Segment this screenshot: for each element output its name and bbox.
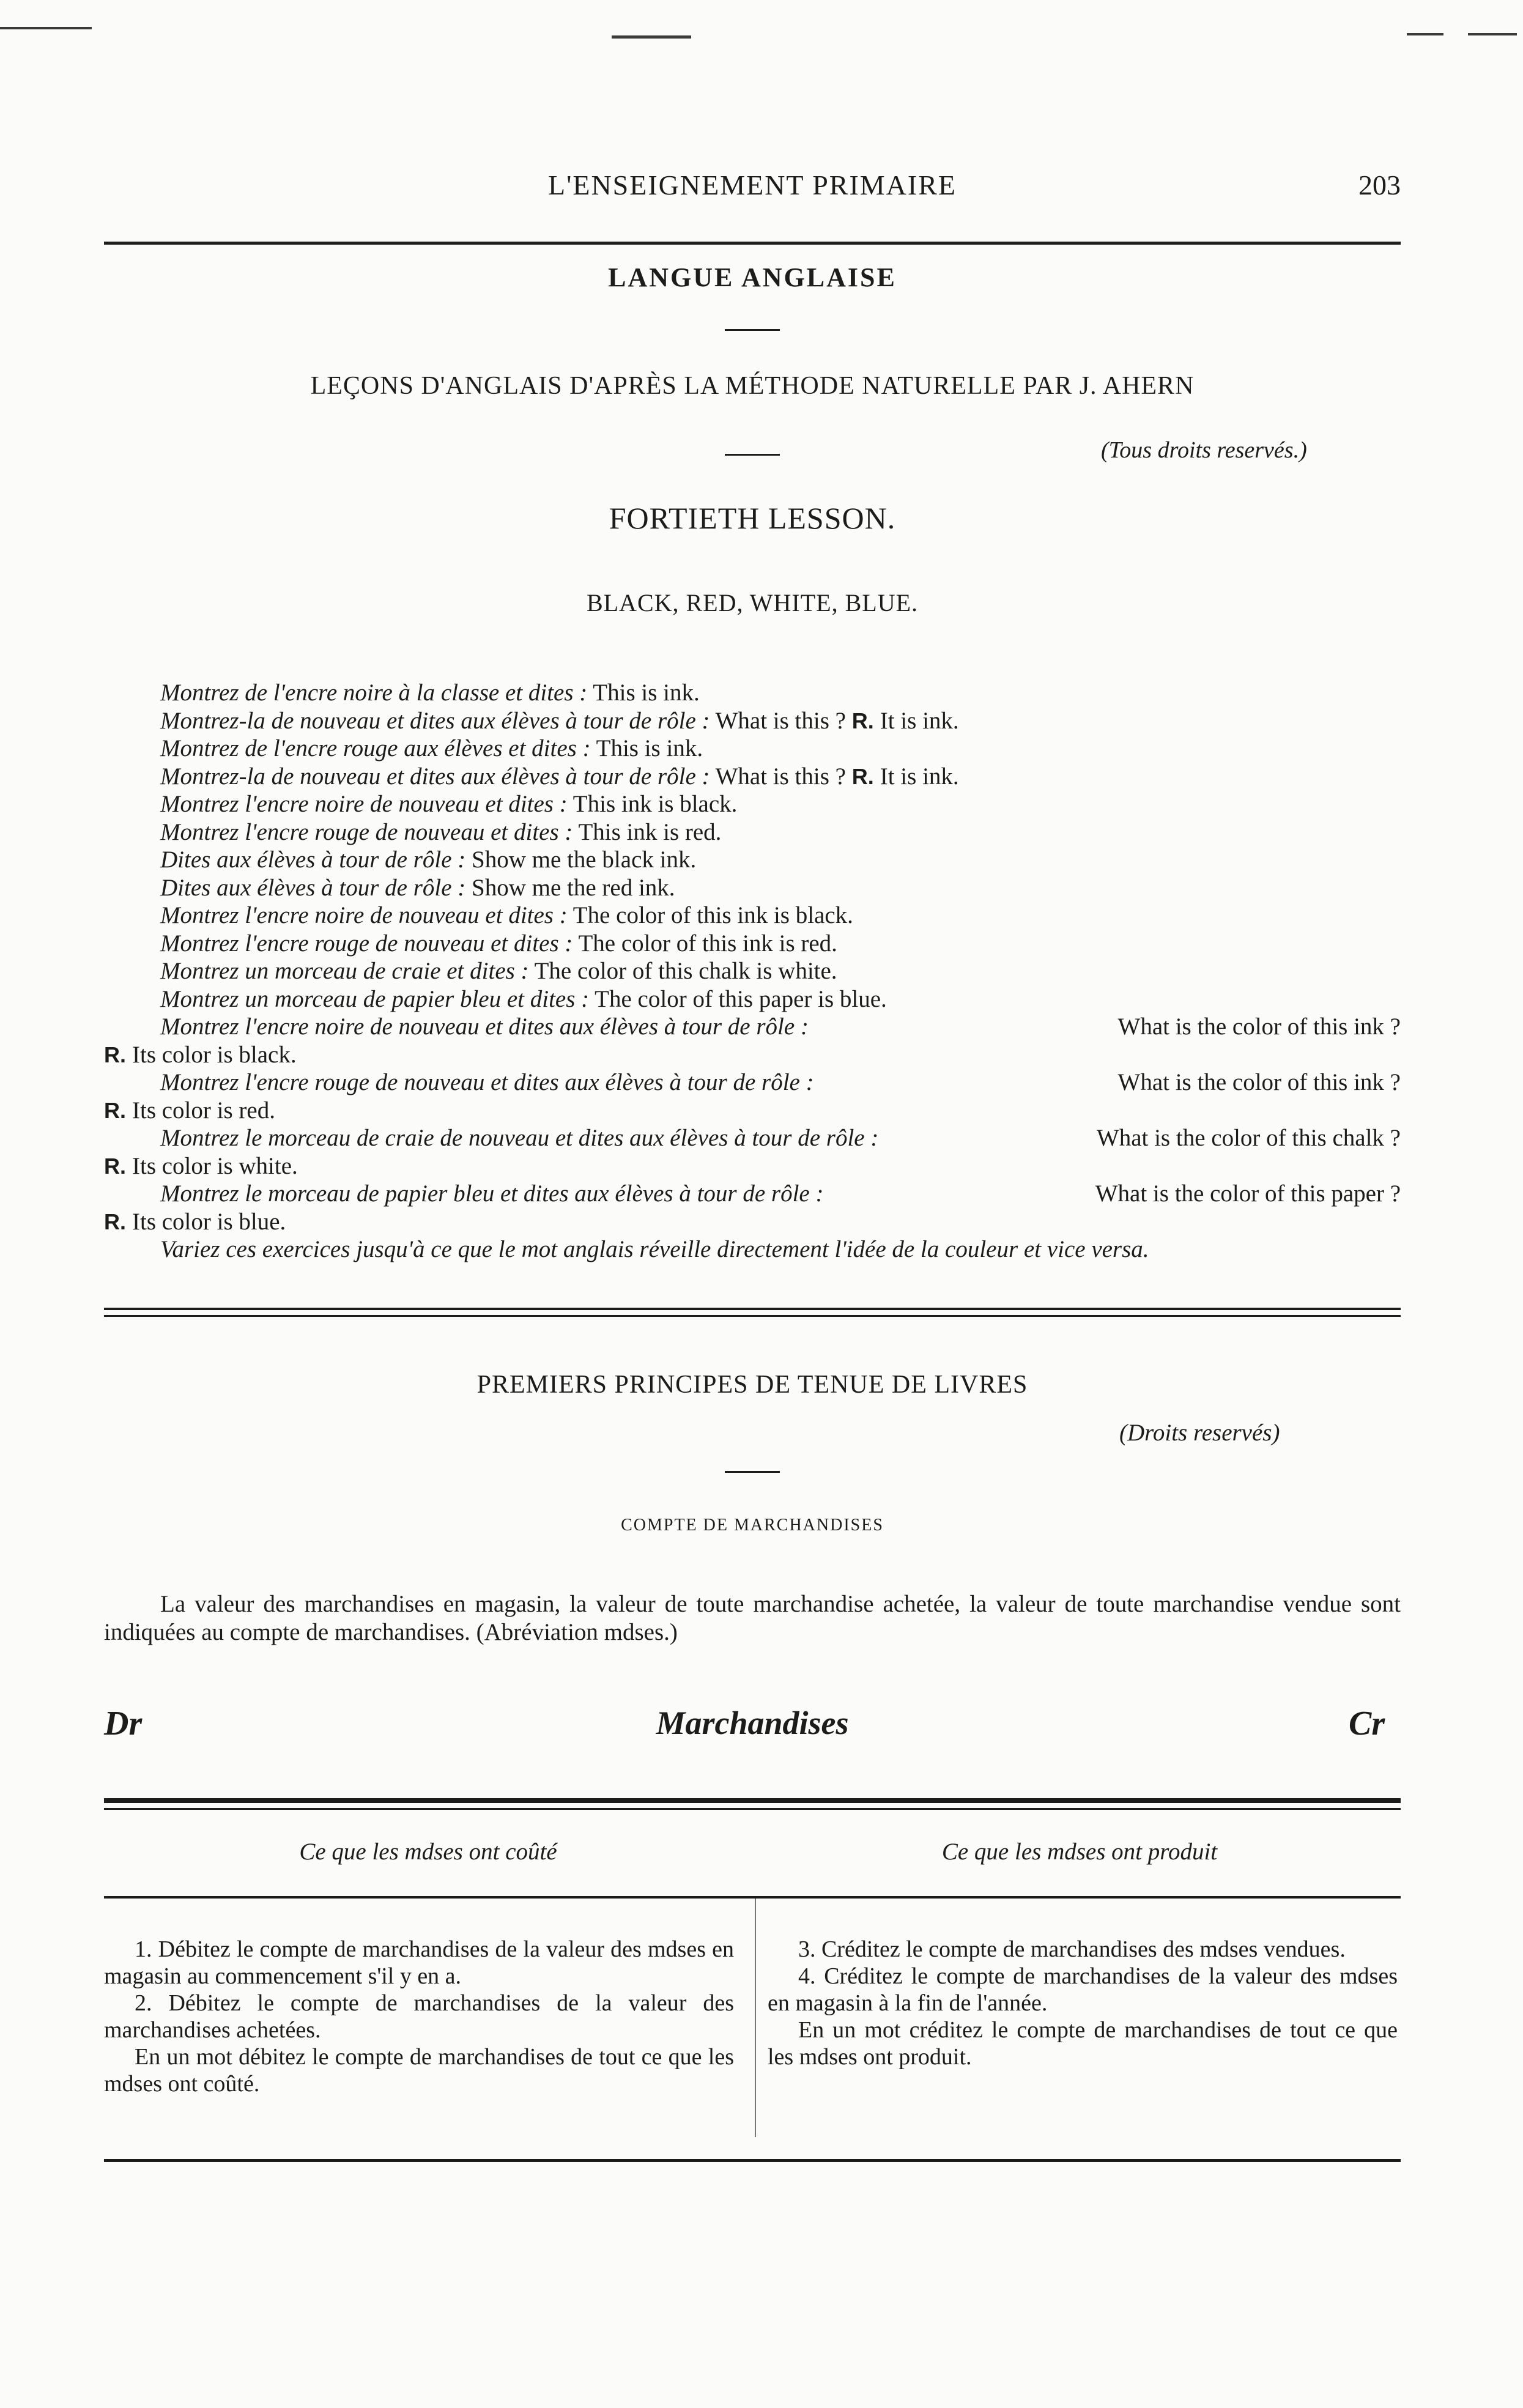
- bookkeeping-subtitle: COMPTE DE MARCHANDISES: [621, 1516, 884, 1535]
- lesson-exercises: [104, 679, 1401, 1264]
- exercise-line: Montrez de l'encre noire à la classe et dites : This is ink.: [160, 680, 700, 706]
- lesson-topic: BLACK, RED, WHITE, BLUE.: [586, 589, 919, 617]
- debit-column-heading: Ce que les mdses ont coûté: [299, 1839, 557, 1865]
- exercise-line: Montrez un morceau de craie et dites : The color of this chalk is white.: [160, 958, 837, 984]
- reply-line: R. Its color is red.: [104, 1097, 275, 1124]
- bookkeeping-intro: La valeur des marchandises en magasin, la valeur de toute marchandise achetée, la valeur de toute marchandise vendue sont indiquées au compte de marchandises. (Abréviation mdses.): [104, 1591, 1401, 1645]
- exercise-line: Montrez de l'encre rouge aux élèves et dites : This is ink.: [160, 735, 703, 761]
- page-number: 203: [1358, 169, 1401, 201]
- exercise-line: Dites aux élèves à tour de rôle : Show me the red ink.: [160, 874, 675, 901]
- exercise-line: Montrez l'encre rouge de nouveau et dites : This ink is red.: [160, 818, 722, 845]
- short-rule: [725, 329, 780, 331]
- reply-line: R. Its color is black.: [104, 1041, 297, 1068]
- bookkeeping-rights: (Droits reservés): [1119, 1420, 1280, 1446]
- header-rule: [104, 242, 1401, 245]
- exercise-line: Montrez l'encre rouge de nouveau et dites : The color of this ink is red.: [160, 930, 837, 957]
- account-bottom-rule: [104, 2159, 1401, 2162]
- exercise-line: Montrez l'encre noire de nouveau et dites : The color of this ink is black.: [160, 902, 853, 928]
- exercise-line: Montrez un morceau de papier bleu et dites : The color of this paper is blue.: [160, 985, 887, 1012]
- reply-line: R. Its color is white.: [104, 1152, 298, 1179]
- section-subtitle: LEÇONS D'ANGLAIS D'APRÈS LA MÉTHODE NATURELLE PAR J. AHERN: [310, 372, 1195, 400]
- exercise-line: Montrez l'encre noire de nouveau et dites : This ink is black.: [160, 791, 738, 817]
- exercise-line: Montrez le morceau de craie de nouveau et dites aux élèves à tour de rôle : What is the color of this chalk ?: [160, 1125, 1401, 1151]
- scan-mark: [612, 35, 691, 39]
- debit-item: 2. Débitez le compte de marchandises de la valeur des marchandises achetées.: [104, 1990, 734, 2043]
- exercise-line: Montrez l'encre noire de nouveau et dites aux élèves à tour de rôle : What is the color of this ink ?: [160, 1013, 1401, 1040]
- bookkeeping-title: PREMIERS PRINCIPES DE TENUE DE LIVRES: [476, 1371, 1028, 1399]
- section-divider: [104, 1308, 1401, 1310]
- exercise-line: Montrez-la de nouveau et dites aux élèves à tour de rôle : What is this ? R. It is ink.: [160, 763, 959, 790]
- account-top-rule: [104, 1808, 1401, 1810]
- scan-mark: [1468, 33, 1517, 35]
- debit-label: Dr: [104, 1705, 143, 1743]
- heading-rule: [104, 1896, 1401, 1899]
- credit-label: Cr: [1349, 1705, 1385, 1743]
- scan-mark: [1407, 33, 1443, 35]
- reply-line: R. Its color is blue.: [104, 1208, 286, 1235]
- scan-mark: [0, 27, 92, 29]
- running-head: [104, 169, 1401, 212]
- credit-item: 3. Créditez le compte de marchandises des mdses vendues.: [798, 1936, 1346, 1962]
- account-top-rule: [104, 1798, 1401, 1803]
- running-title: L'ENSEIGNEMENT PRIMAIRE: [547, 169, 957, 201]
- exercise-line: Montrez-la de nouveau et dites aux élèves à tour de rôle : What is this ? R. It is ink.: [160, 707, 959, 734]
- lesson-title: FORTIETH LESSON.: [609, 501, 896, 535]
- credit-summary: En un mot créditez le compte de marchandises de tout ce que les mdses ont produit.: [768, 2017, 1398, 2070]
- section-title: LANGUE ANGLAISE: [608, 262, 897, 292]
- short-rule: [725, 454, 780, 456]
- exercise-line: Montrez l'encre rouge de nouveau et dites aux élèves à tour de rôle : What is the color of this ink ?: [160, 1069, 1401, 1095]
- short-rule: [725, 1471, 780, 1473]
- closing-instruction: Variez ces exercices jusqu'à ce que le mot anglais réveille directement l'idée de la couleur et vice versa.: [160, 1236, 1149, 1262]
- exercise-line: Dites aux élèves à tour de rôle : Show me the black ink.: [160, 847, 697, 873]
- exercise-line: Montrez le morceau de papier bleu et dites aux élèves à tour de rôle : What is the color of this paper ?: [160, 1180, 1401, 1207]
- credit-column: [768, 1936, 1398, 2070]
- debit-item: 1. Débitez le compte de marchandises de la valeur des mdses en magasin au commencement s'il y en a.: [104, 1936, 734, 1989]
- column-divider: [755, 1899, 756, 2137]
- section-divider: [104, 1315, 1401, 1317]
- debit-column: [104, 1936, 734, 2097]
- debit-summary: En un mot débitez le compte de marchandises de tout ce que les mdses ont coûté.: [104, 2044, 734, 2097]
- account-name: Marchandises: [656, 1705, 849, 1741]
- rights-note: (Tous droits reservés.): [1101, 437, 1307, 463]
- credit-column-heading: Ce que les mdses ont produit: [941, 1839, 1218, 1865]
- credit-item: 4. Créditez le compte de marchandises de la valeur des mdses en magasin à la fin de l'année.: [768, 1963, 1398, 2016]
